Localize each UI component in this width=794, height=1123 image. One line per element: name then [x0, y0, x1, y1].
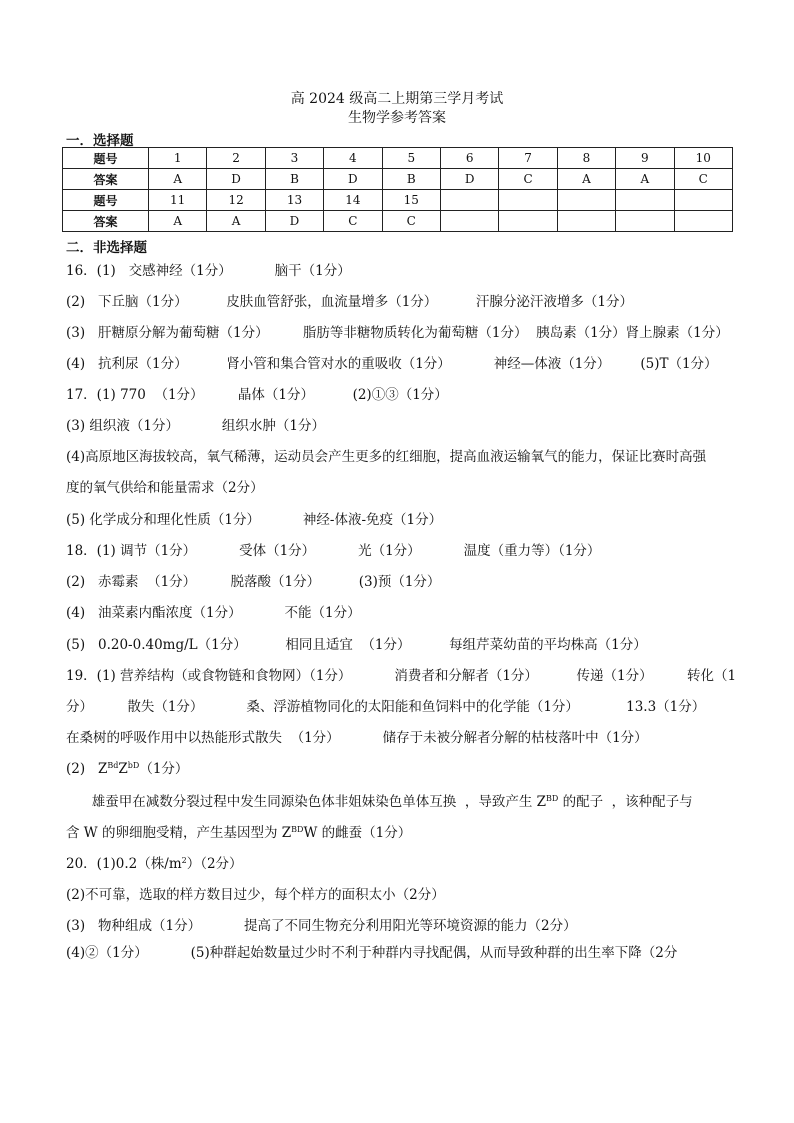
answer-line: 16．(1) 交感神经（1分） 脑干（1分）	[66, 263, 351, 279]
answer-line: (5) 化学成分和理化性质（1分） 神经-体液-免疫（1分）	[66, 512, 443, 528]
table-cell	[674, 190, 732, 211]
table-cell: A	[149, 211, 207, 232]
section-heading-open: 二．非选择题	[66, 240, 147, 256]
table-cell: A	[557, 169, 615, 190]
answer-line: 在桑树的呼吸作用中以热能形式散失 （1分） 储存于未被分解者分解的枯枝落叶中（1分）	[66, 730, 648, 746]
answer-text: W 的雌蚕（1分）	[303, 825, 412, 841]
answer-text: 20．(1)0.2（株/m	[66, 856, 182, 872]
table-cell: 题号	[63, 148, 149, 169]
table-cell: 1	[149, 148, 207, 169]
table-cell: D	[324, 169, 382, 190]
table-cell	[616, 211, 674, 232]
table-cell: 5	[382, 148, 440, 169]
answer-table	[62, 147, 733, 232]
answer-text: 含 W 的卵细胞受精，产生基因型为 Z	[66, 825, 292, 841]
answer-text: (2)	[66, 761, 98, 777]
table-cell: 10	[674, 148, 732, 169]
answer-line: (2) 下丘脑（1分） 皮肤血管舒张，血流量增多（1分） 汗腺分泌汗液增多（1分）	[66, 294, 634, 310]
table-cell: 8	[557, 148, 615, 169]
table-cell: 答案	[63, 211, 149, 232]
table-cell: 7	[499, 148, 557, 169]
table-row	[63, 169, 733, 190]
table-cell	[557, 211, 615, 232]
answer-line: (4) 油菜素内酯浓度（1分） 不能（1分）	[66, 605, 361, 621]
answer-text: 雄蚕甲在减数分裂过程中发生同源染色体非姐妹染色单体互换 ，导致产生 Z	[66, 794, 547, 810]
answer-line: 18．(1) 调节（1分） 受体（1分） 光（1分） 温度（重力等）（1分）	[66, 543, 601, 559]
table-cell	[557, 190, 615, 211]
answer-line	[66, 793, 693, 811]
answer-line-genotype	[66, 760, 188, 778]
table-row	[63, 148, 733, 169]
table-cell	[440, 190, 498, 211]
answer-line: 度的氧气供给和能量需求（2分）	[66, 480, 264, 496]
answer-line: (2) 赤霉素 （1分） 脱落酸（1分） (3)预（1分）	[66, 574, 441, 590]
table-cell: C	[324, 211, 382, 232]
genotype-superscript: BD	[546, 794, 559, 803]
table-cell: 2	[207, 148, 265, 169]
answer-line	[66, 824, 411, 842]
table-cell	[674, 211, 732, 232]
table-cell: A	[149, 169, 207, 190]
answer-line: (3) 组织液（1分） 组织水肿（1分）	[66, 418, 326, 434]
answer-line: (3) 物种组成（1分） 提高了不同生物充分利用阳光等环境资源的能力（2分）	[66, 918, 577, 934]
answer-line: 19．(1) 营养结构（或食物链和食物网）（1分） 消费者和分解者（1分） 传递（1分） 转化（1	[66, 668, 737, 684]
table-cell: 4	[324, 148, 382, 169]
table-cell	[616, 190, 674, 211]
genotype-superscript: Bd	[107, 761, 119, 770]
table-cell	[499, 190, 557, 211]
table-cell: D	[440, 169, 498, 190]
table-cell: 3	[265, 148, 323, 169]
answer-line: (2)不可靠，选取的样方数目过少，每个样方的面积太小（2分）	[66, 887, 445, 903]
table-cell	[440, 211, 498, 232]
table-cell: 12	[207, 190, 265, 211]
table-cell: 6	[440, 148, 498, 169]
table-cell	[499, 211, 557, 232]
genotype-superscript: BD	[291, 825, 304, 834]
section-heading-choice: 一．选择题	[66, 133, 134, 149]
table-cell: A	[616, 169, 674, 190]
table-row	[63, 211, 733, 232]
table-row	[63, 190, 733, 211]
answer-text: 的配子 ，该种配子与	[558, 794, 693, 810]
answer-line: (4) 抗利尿（1分） 肾小管和集合管对水的重吸收（1分） 神经—体液（1分） (5)T（1分）	[66, 356, 718, 372]
table-cell: 答案	[63, 169, 149, 190]
document-title: 高 2024 级高二上期第三学月考试	[290, 91, 504, 107]
answer-line: (5) 0.20-0.40mg/L（1分） 相同且适宜 （1分） 每组芹菜幼苗的平均株高（1分）	[66, 637, 647, 653]
table-cell: B	[265, 169, 323, 190]
table-cell: 9	[616, 148, 674, 169]
table-cell: A	[207, 211, 265, 232]
answer-line	[66, 855, 243, 873]
table-cell: 13	[265, 190, 323, 211]
answer-line: (3) 肝糖原分解为葡萄糖（1分） 脂肪等非糖物质转化为葡萄糖（1分） 胰岛素（1分）肾上腺素（1分）	[66, 325, 729, 341]
answer-text: （1分）	[139, 761, 189, 777]
table-cell: 14	[324, 190, 382, 211]
answer-line: 分） 散失（1分） 桑、浮游植物同化的太阳能和鱼饲料中的化学能（1分） 13.3（1分）	[66, 699, 706, 715]
table-cell: C	[674, 169, 732, 190]
table-cell: 15	[382, 190, 440, 211]
genotype-text: Z	[118, 761, 128, 777]
table-cell: D	[207, 169, 265, 190]
answer-line: 17．(1) 770 （1分） 晶体（1分） (2)①③（1分）	[66, 387, 448, 403]
table-cell: D	[265, 211, 323, 232]
table-cell: B	[382, 169, 440, 190]
document-subtitle: 生物学参考答案	[348, 110, 446, 126]
answer-line: (4)高原地区海拔较高，氧气稀薄，运动员会产生更多的红细胞，提高血液运输氧气的能力，保证比赛时高强	[66, 449, 707, 465]
table-cell: 11	[149, 190, 207, 211]
table-cell: 题号	[63, 190, 149, 211]
unit-superscript: 2	[181, 856, 187, 865]
answer-line: (4)②（1分） (5)种群起始数量过少时不利于种群内寻找配偶，从而导致种群的出生率下降（2分	[66, 945, 678, 961]
table-cell: C	[499, 169, 557, 190]
table-cell: C	[382, 211, 440, 232]
genotype-superscript: bD	[127, 761, 140, 770]
answer-text: ）（2分）	[186, 856, 243, 872]
genotype-text: Z	[98, 761, 108, 777]
